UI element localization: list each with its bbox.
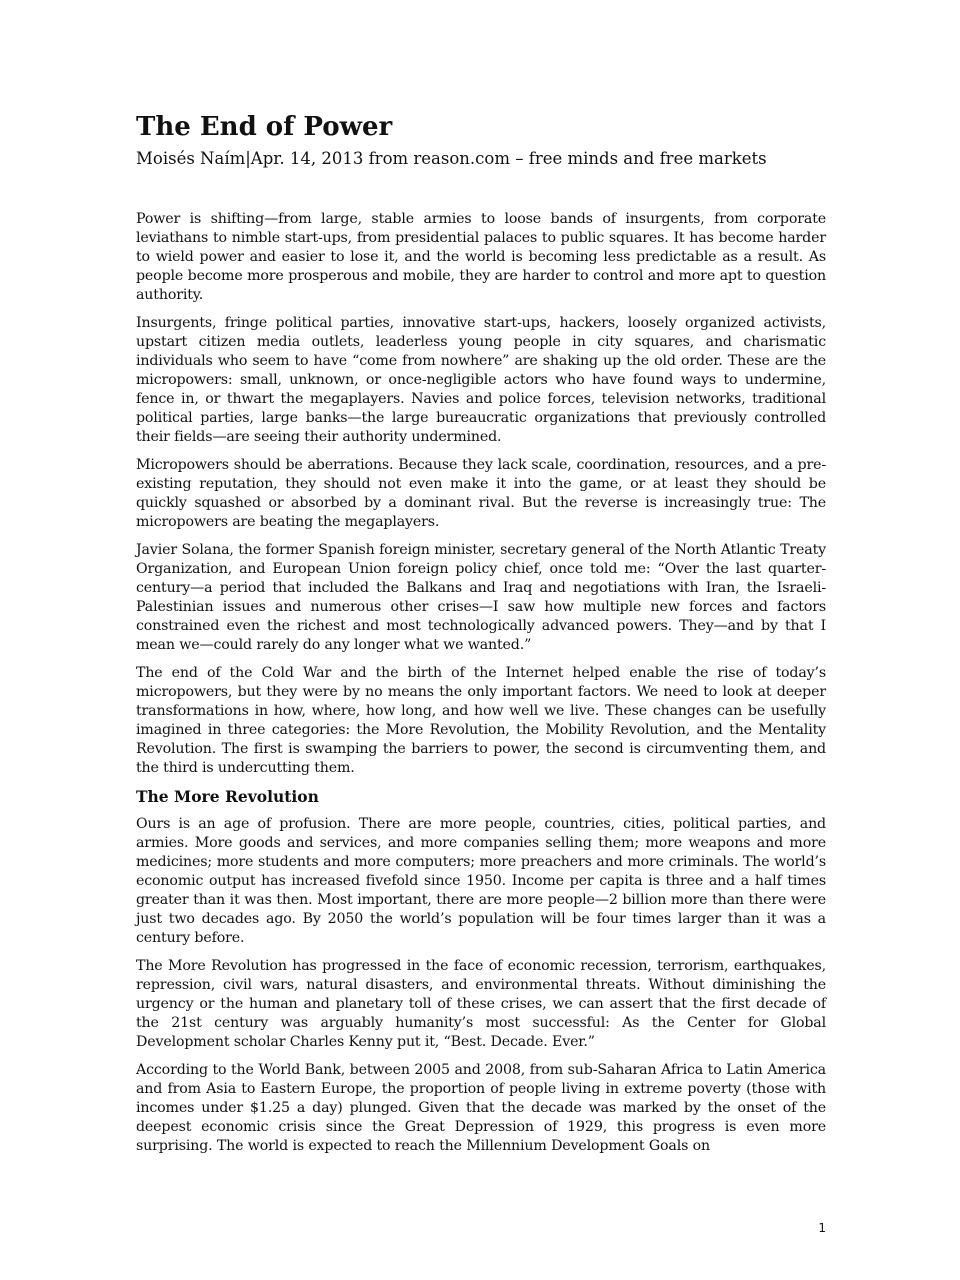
section-heading: The More Revolution [136, 787, 319, 806]
article-body [136, 210, 826, 1165]
article-byline: Moisés Naím|Apr. 14, 2013 from reason.com – free minds and free markets [136, 149, 767, 168]
page-number: 1 [818, 1221, 826, 1235]
paragraph: According to the World Bank, between 2005 and 2008, from sub-Saharan Africa to Latin America and from Asia to Eastern Europe, the proportion of people living in extreme poverty (those with incomes under $1.25 a day) plunged. Given that the decade was marked by the onset of the deepest economic crisis since the Great Depression of 1929, this progress is even more surprising. The world is expected to reach the Millennium Development Goals on [136, 1062, 826, 1154]
paragraph: Power is shifting—from large, stable armies to loose bands of insurgents, from corporate leviathans to nimble start-ups, from presidential palaces to public squares. It has become harder to wield power and easier to lose it, and the world is becoming less predictable as a result. As people become more prosperous and mobile, they are harder to control and more apt to question authority. [136, 211, 826, 303]
article [136, 110, 826, 1154]
paragraph: The end of the Cold War and the birth of the Internet helped enable the rise of today’s micropowers, but they were by no means the only important factors. We need to look at deeper transformations in how, where, how long, and how well we live. These changes can be usefully imagined in three categories: the More Revolution, the Mobility Revolution, and the Mentality Revolution. The first is swamping the barriers to power, the second is circumventing them, and the third is undercutting them. [136, 665, 826, 776]
paragraph: Ours is an age of profusion. There are more people, countries, cities, political parties, and armies. More goods and services, and more companies selling them; more weapons and more medicines; more students and more computers; more preachers and more criminals. The world’s economic output has increased fivefold since 1950. Income per capita is three and a half times greater than it was then. Most important, there are more people—2 billion more than there were just two decades ago. By 2050 the world’s population will be four times larger than it was a century before. [136, 816, 826, 946]
article-title: The End of Power [136, 112, 393, 142]
paragraph: Insurgents, fringe political parties, innovative start-ups, hackers, loosely organized activists, upstart citizen media outlets, leaderless young people in city squares, and charismatic individuals who seem to have “come from nowhere” are shaking up the old order. These are the micropowers: small, unknown, or once-negligible actors who have found ways to undermine, fence in, or thwart the megaplayers. Navies and police forces, television networks, traditional political parties, large banks—the large bureaucratic organizations that previously controlled their fields—are seeing their authority undermined. [136, 315, 826, 445]
paragraph: Micropowers should be aberrations. Because they lack scale, coordination, resources, and a pre-existing reputation, they should not even make it into the game, or at least they should be quickly squashed or absorbed by a dominant rival. But the reverse is increasingly true: The micropowers are beating the megaplayers. [136, 457, 826, 530]
paragraph: Javier Solana, the former Spanish foreign minister, secretary general of the North Atlantic Treaty Organization, and European Union foreign policy chief, once told me: “Over the last quarter-century—a period that included the Balkans and Iraq and negotiations with Iran, the Israeli-Palestinian issues and numerous other crises—I saw how multiple new forces and factors constrained even the richest and most technologically advanced powers. They—and by that I mean we—could rarely do any longer what we wanted.” [136, 542, 826, 653]
paragraph: The More Revolution has progressed in the face of economic recession, terrorism, earthquakes, repression, civil wars, natural disasters, and environmental threats. Without diminishing the urgency or the human and planetary toll of these crises, we can assert that the first decade of the 21st century was arguably humanity’s most successful: As the Center for Global Development scholar Charles Kenny put it, “Best. Decade. Ever.” [136, 958, 826, 1050]
